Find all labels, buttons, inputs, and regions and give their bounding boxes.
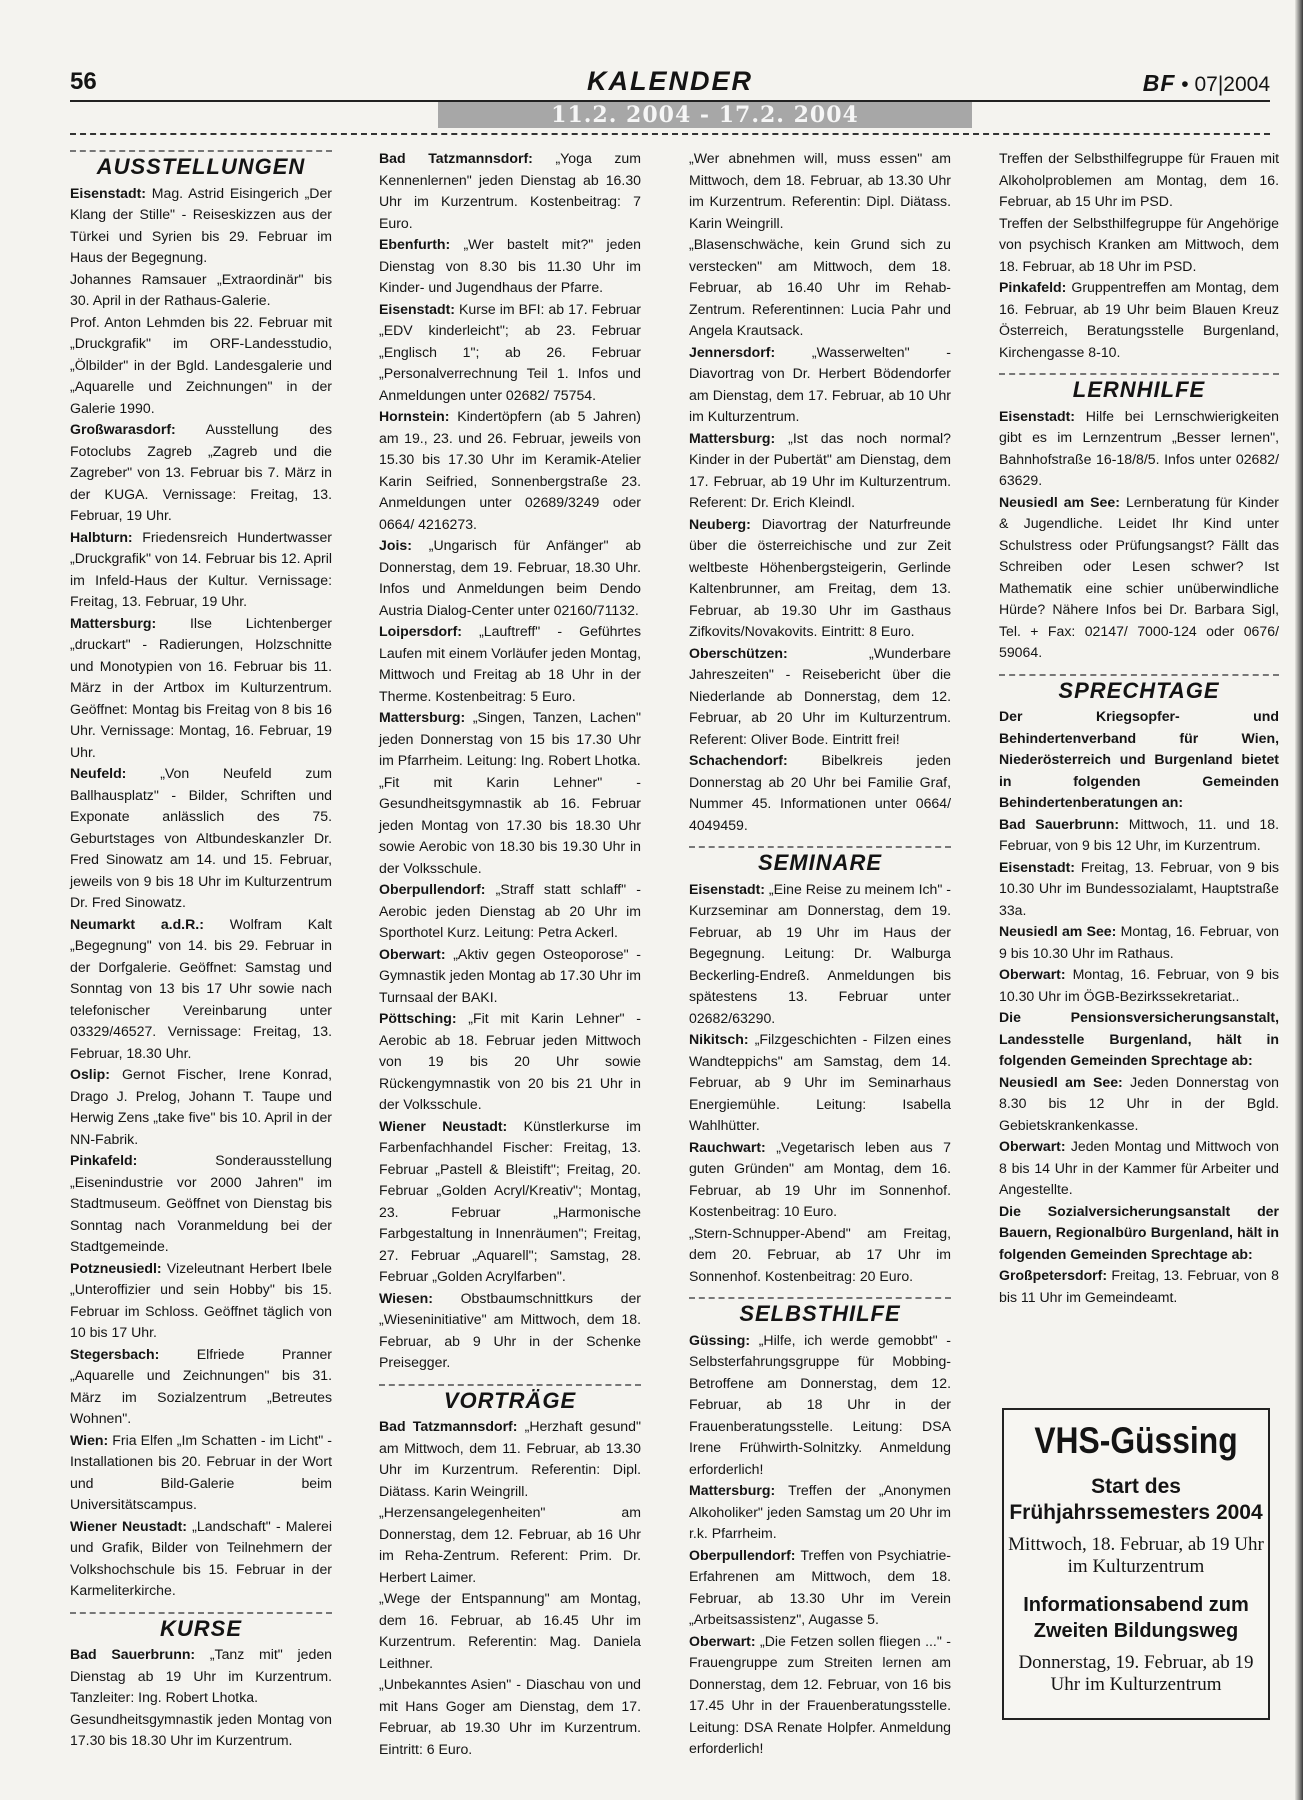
entry-text: „Yoga zum Kennenlernen" jeden Dienstag ab 16.30 Uhr im Kurzentrum. Kostenbeitrag: 7 Euro. (379, 150, 641, 231)
entry-place: Bad Sauerbrunn: (999, 815, 1120, 832)
calendar-entry (379, 1116, 641, 1288)
entry-text: Treffen der „Anonymen Alkoholiker" jeden Samstag um 20 Uhr im r.k. Pfarrheim. (689, 1482, 951, 1541)
calendar-entry (379, 772, 641, 880)
calendar-entry (379, 1288, 641, 1374)
entry-place: Oslip: (70, 1066, 110, 1082)
calendar-entry (70, 1516, 332, 1602)
calendar-entry (70, 914, 332, 1065)
calendar-entry (999, 492, 1279, 664)
entry-text: Freitag, 13. Februar, von 9 bis 10.30 Uhr im Bundessozialamt, Hauptstraße 33a. (999, 858, 1279, 918)
calendar-entry (70, 1344, 332, 1430)
entry-place: Schachendorf: (689, 752, 788, 768)
entry-place: Oberpullendorf: (379, 881, 486, 897)
calendar-entry (689, 428, 951, 514)
entry-text: Prof. Anton Lehmden bis 22. Februar mit „Druckgrafik" im ORF-Landesstudio, „Ölbilder" in der Bgld. Landesgalerie und „Aquarelle und Zeichnungen" in der Galerie 1990. (70, 313, 332, 416)
page-binding-shadow (1295, 0, 1303, 1800)
calendar-entry (70, 613, 332, 764)
entry-text: „Stern-Schnupper-Abend" am Freitag, dem 20. Februar, ab 17 Uhr im Sonnenhof. Kostenbeitrag: 20 Euro. (689, 1224, 951, 1284)
entry-text: Bibelkreis jeden Donnerstag ab 20 Uhr bei Familie Graf, Nummer 45. Informationen unter 0664/ 4049459. (689, 752, 951, 833)
entry-text: Gesundheitsgymnastik jeden Montag von 17.30 bis 18.30 Uhr im Kurzentrum. (70, 1710, 332, 1748)
entry-place: Neumarkt a.d.R.: (70, 915, 204, 932)
entry-text: „Tanz mit" jeden Dienstag ab 19 Uhr im Kurzentrum. Tanzleiter: Ing. Robert Lhotka. (70, 1646, 332, 1705)
entry-place: Eisenstadt: (70, 184, 146, 201)
calendar-entry (379, 406, 641, 535)
calendar-entry (379, 535, 641, 621)
issue-separator: • (1181, 73, 1189, 96)
entry-place: Oberwart: (379, 945, 446, 962)
section-heading (70, 150, 332, 181)
entry-text: „Fit mit Karin Lehner" - Aerobic ab 18. Februar jeden Mittwoch von 19 bis 20 Uhr sowie Rückengymnastik von 20 bis 21 Uhr in der Volksschule. (379, 1010, 641, 1112)
calendar-entry (689, 1223, 951, 1288)
section-heading-text: SPRECHTAGE (1058, 677, 1220, 703)
section-heading (379, 1384, 641, 1415)
entry-text: „Eine Reise zu meinem Ich" - Kurzseminar am Donnerstag, dem 19. Februar, ab 19 Uhr im Haus der Begegnung. Leitung: Dr. Walburga Beckerling-Endreß. Anmeldungen bis spätestens 13. Februar unter 02682/63290. (689, 880, 951, 1026)
calendar-entry (689, 342, 951, 428)
entry-text: Vizeleutnant Herbert Ibele „Unteroffizier und sein Hobby" bis 15. Februar im Schloss. Geöffnet täglich von 10 bis 17 Uhr. (70, 1259, 332, 1340)
entry-text: „Wege der Entspannung" am Montag, dem 16. Februar, ab 16.45 Uhr im Kurzentrum. Referentin: Mag. Daniela Leithner. (379, 1590, 641, 1671)
entry-text: Mag. Astrid Eisingerich „Der Klang der Stille" - Reiseskizzen aus der Türkei und Syrien bis 29. Februar im Haus der Begegnung. (70, 184, 332, 265)
issue-number: 07|2004 (1194, 73, 1270, 96)
section-heading (999, 373, 1279, 404)
entry-place: Nikitsch: (689, 1031, 749, 1047)
calendar-entry (379, 879, 641, 944)
entry-text: Obstbaumschnittkurs der „Wieseninitiative" am Mittwoch, dem 18. Februar, ab 9 Uhr in der Schenke Preisegger. (379, 1289, 641, 1370)
calendar-entry (999, 964, 1279, 1007)
column-2 (379, 148, 642, 1757)
entry-text: Freitag, 13. Februar, von 8 bis 11 Uhr im Gemeindeamt. (999, 1267, 1279, 1305)
entry-text: „Wunderbare Jahreszeiten" - Reisebericht über die Niederlande ab Donnerstag, dem 12. Februar, ab 20 Uhr im Kulturzentrum. Referent: Oliver Bode. Eintritt frei! (689, 644, 951, 747)
section-heading (689, 1297, 951, 1328)
entry-place: Eisenstadt: (999, 858, 1075, 875)
section-heading-text: VORTRÄGE (443, 1387, 577, 1413)
entry-place: Oberwart: (999, 966, 1066, 982)
calendar-entry (379, 707, 641, 772)
section-heading-text: SELBSTHILFE (739, 1301, 901, 1326)
entry-place: Mattersburg: (379, 709, 466, 725)
entry-place: Oberwart: (689, 1632, 756, 1649)
entry-place: Jois: (379, 537, 412, 553)
header-dashed-rule (70, 133, 1270, 135)
vhs-heading-semester: Start des Frühjahrssemesters 2004 (1009, 1475, 1263, 1524)
entry-place: Neuberg: (689, 515, 751, 532)
calendar-entry (689, 148, 951, 234)
calendar-entry (379, 1674, 641, 1760)
entry-place: Rauchwart: (689, 1138, 766, 1155)
entry-place: Jennersdorf: (689, 343, 776, 360)
entry-text: Ausstellung des Fotoclubs Zagreb „Zagreb und die Zagreber" von 13. Februar bis 7. März in der KUGA. Vernissage: Freitag, 13. Februar, 19 Uhr. (70, 421, 332, 523)
entry-text: „Ungarisch für Anfänger" ab Donnerstag, dem 19. Februar, 18.30 Uhr. Infos und Anmeldungen beim Dendo Austria Dialog-Center unter 02160/71132. (379, 537, 641, 618)
calendar-entry (999, 857, 1279, 922)
calendar-entry (689, 1631, 951, 1760)
entry-place: Mattersburg: (689, 429, 776, 446)
calendar-entry (70, 183, 332, 269)
calendar-entry (689, 514, 951, 643)
entry-text: „Lauftreff" - Geführtes Laufen mit einem Vorläufer jeden Montag, Mittwoch und Freitag ab 18 Uhr in der Therme. Kostenbeitrag: 5 Euro. (379, 623, 641, 704)
entry-text: Kindertöpfern (ab 5 Jahren) am 19., 23. und 26. Februar, jeweils von 15.30 bis 17.30 Uhr im Keramik-Atelier Karin Seifried, Sonnenbergstraße 23. Anmeldungen unter 02689/3249 oder 0664/ 4216273. (379, 408, 641, 532)
calendar-entry (70, 527, 332, 613)
calendar-entry (379, 1008, 641, 1116)
issue-label (1143, 70, 1270, 97)
calendar-entry (999, 406, 1279, 492)
entry-place: Bad Sauerbrunn: (70, 1646, 196, 1662)
calendar-entry (999, 921, 1279, 964)
page-header (70, 66, 1270, 100)
entry-text: Gruppentreffen am Montag, dem 16. Februar, ab 19 Uhr beim Blauen Kreuz Österreich, Beratungsstelle Burgenland, Kirchengasse 8-10. (999, 279, 1279, 360)
calendar-entry (70, 1258, 332, 1344)
entry-text: „Unbekanntes Asien" - Diaschau von und mit Hans Goger am Dienstag, dem 17. Februar, ab 19.30 Uhr im Kurzentrum. Eintritt: 6 Euro. (379, 1676, 641, 1757)
section-heading-text: SEMINARE (757, 850, 883, 875)
entry-place: Eisenstadt: (689, 880, 765, 897)
entry-place: Halbturn: (70, 528, 133, 545)
section-heading (70, 1612, 332, 1643)
entry-place: Güssing: (689, 1331, 751, 1348)
calendar-entry (999, 1136, 1279, 1201)
entry-text: Montag, 16. Februar, von 9 bis 10.30 Uhr im ÖGB-Bezirkssekretariat.. (999, 966, 1279, 1004)
calendar-entry (70, 269, 332, 312)
entry-text: „Landschaft" - Malerei und Grafik, Bilder von Teilnehmern der Volkshochschule bis 15. Februar in der Karmeliterkirche. (70, 1517, 332, 1598)
calendar-entry (999, 277, 1279, 363)
vhs-text-info-evening: Donnerstag, 19. Februar, ab 19 Uhr im Kulturzentrum (1018, 1652, 1254, 1695)
entry-place: Eisenstadt: (379, 300, 455, 317)
entry-text: „Herzensangelegenheiten" am Donnerstag, dem 12. Februar, ab 16 Uhr im Reha-Zentrum. Referent: Prim. Dr. Herbert Laimer. (379, 1504, 641, 1585)
entry-place: Stegersbach: (70, 1345, 160, 1362)
entry-text: „Blasenschwäche, kein Grund sich zu verstecken" am Mittwoch, dem 18. Februar, ab 16.40 Uhr im Rehab-Zentrum. Referentinnen: Lucia Pahr und Angela Krautsack. (689, 236, 951, 338)
entry-text: Sonderausstellung „Eisenindustrie vor 2000 Jahren" im Stadtmuseum. Geöffnet von Dienstag bis Sonntag nach Voranmeldung bei der Stadtgemeinde. (70, 1152, 332, 1254)
entry-text: Ilse Lichtenberger „druckart" - Radierungen, Holzschnitte und Monotypien von 16. Februar bis 11. März in der Artbox im Kulturzentrum. Geöffnet: Montag bis Freitag von 8 bis 16 Uhr. Vernissage: Montag, 16. Februar, 19 Uhr. (70, 614, 332, 760)
entry-text: Fria Elfen „Im Schatten - im Licht" - Installationen bis 20. Februar in der Wort und Bild-Galerie beim Universitätscampus. (70, 1431, 332, 1512)
entry-text: „Wer bastelt mit?" jeden Dienstag von 8.30 bis 11.30 Uhr im Kinder- und Jugendhaus der Pfarre. (379, 236, 641, 295)
entry-text: „Von Neufeld zum Ballhausplatz" - Bilder, Schriften und Exponate anlässlich des 75. Geburtstages von Altbundeskanzler Dr. Fred Sinowatz am 14. und 15. Februar, jeweils von 9 bis 18 Uhr im Kulturzentrum Dr. Fred Sinowatz. (70, 765, 332, 910)
calendar-entry (999, 213, 1279, 278)
date-range-band: 11.2. 2004 - 17.2. 2004 (438, 102, 972, 128)
section-heading-text: AUSSTELLUNGEN (96, 154, 306, 179)
entry-place: Potzneusiedl: (70, 1259, 162, 1276)
entry-place: Mattersburg: (70, 614, 157, 631)
vhs-guessing-ad (1002, 1408, 1270, 1720)
column-3 (689, 148, 951, 1756)
announcement-heading: Die Sozialversicherungsanstalt der Bauern, Regionalbüro Burgenland, hält in folgenden Gemeinden Sprechtage ab: (999, 1202, 1279, 1262)
entry-text: „Wer abnehmen will, muss essen" am Mittwoch, dem 18. Februar, ab 13.30 Uhr im Kurzentrum. Referentin: Dipl. Diätass. Karin Weingrill. (689, 150, 951, 231)
entry-text: Lernberatung für Kinder & Jugendliche. Leidet Ihr Kind unter Schulstress oder Prüfungsangst? Fällt das Schreiben oder Lesen schwer? Ist Mathematik eine schier unüberwindliche Hürde? Nähere Infos bei Dr. Barbara Sigl, Tel. + Fax: 02147/ 7000-124 oder 0676/ 59064. (999, 493, 1279, 660)
entry-text: Treffen der Selbsthilfegruppe für Angehörige von psychisch Kranken am Mittwoch, dem 18. Februar, ab 18 Uhr im PSD. (999, 214, 1279, 274)
calendar-entry (999, 1072, 1279, 1137)
entry-place: Pinkafeld: (999, 279, 1067, 295)
calendar-entry (999, 1265, 1279, 1308)
entry-place: Hornstein: (379, 408, 450, 424)
calendar-entry (379, 299, 641, 407)
entry-place: Bad Tatzmannsdorf: (379, 1418, 518, 1434)
entry-place: Neusiedl am See: (999, 493, 1120, 510)
calendar-entry (70, 1644, 332, 1709)
entry-text: Hilfe bei Lernschwierigkeiten gibt es im Lernzentrum „Besser lernen", Bahnhofstraße 16-18/8/5. Infos unter 02682/ 63629. (999, 407, 1279, 488)
announcement-heading: Der Kriegsopfer- und Behindertenverband für Wien, Niederösterreich und Burgenland bietet in folgenden Gemeinden Behindertenberatungen an: (999, 708, 1279, 810)
entry-text: „Herzhaft gesund" am Mittwoch, dem 11. Februar, ab 13.30 Uhr im Kurzentrum. Referentin: Dipl. Diätass. Karin Weingrill. (379, 1418, 641, 1499)
entry-text: Friedensreich Hundertwasser „Druckgrafik" von 14. Februar bis 12. April im Infeld-Haus der Kultur. Vernissage: Freitag, 13. Februar, 19 Uhr. (70, 528, 332, 609)
entry-place: Wiesen: (379, 1289, 433, 1306)
calendar-entry (689, 1137, 951, 1223)
calendar-entry (689, 1545, 951, 1631)
calendar-entry (689, 750, 951, 836)
entry-text: Treffen von Psychiatrie-Erfahrenen am Mittwoch, dem 18. Februar, ab 13.30 Uhr im Verein „Arbeitsassistenz", Augasse 5. (689, 1546, 951, 1627)
entry-text: Diavortrag der Naturfreunde über die österreichische und zur Zeit weltbeste Höhenbergsteigerin, Gerlinde Kaltenbrunner, am Freitag, dem 13. Februar, ab 19.30 Uhr im Gasthaus Zifkovits/Novakovits. Eintritt: 8 Euro. (689, 515, 951, 639)
calendar-entry (70, 312, 332, 420)
entry-place: Großwarasdorf: (70, 421, 176, 437)
entry-text: „Ist das noch normal? Kinder in der Pubertät" am Dienstag, dem 17. Februar, ab 19 Uhr im Kulturzentrum. Referent: Dr. Erich Kleindl. (689, 429, 951, 510)
entry-text: Jeden Montag und Mittwoch von 8 bis 14 Uhr in der Kammer für Arbeiter und Angestellte. (999, 1138, 1279, 1197)
calendar-entry (70, 1064, 332, 1150)
entry-text: Gernot Fischer, Irene Konrad, Drago J. Prelog, Johann T. Taupe und Herwig Zens „take five" bis 10. April in der NN-Fabrik. (70, 1066, 332, 1147)
entry-text: „Filzgeschichten - Filzen eines Wandteppichs" am Samstag, dem 14. Februar, ab 9 Uhr im Seminarhaus Energiemühle. Leitung: Isabella Wahlhütter. (689, 1031, 951, 1133)
entry-place: Oberschützen: (689, 644, 788, 661)
section-heading (689, 846, 951, 877)
entry-text: Wolfram Kalt „Begegnung" von 14. bis 29. Februar in der Dorfgalerie. Geöffnet: Samstag und Sonntag von 13 bis 17 Uhr sowie nach telefonischer Vereinbarung unter 03329/46527. Vernissage: Freitag, 13. Februar, 18.30 Uhr. (70, 915, 332, 1061)
calendar-entry (689, 1480, 951, 1545)
entry-text: „Aktiv gegen Osteoporose" - Gymnastik jeden Montag ab 17.30 Uhr im Turnsaal der BAKI. (379, 945, 641, 1005)
calendar-entry (379, 1588, 641, 1674)
entry-place: Wiener Neustadt: (70, 1517, 187, 1534)
entry-place: Bad Tatzmannsdorf: (379, 150, 533, 166)
entry-place: Wien: (70, 1431, 109, 1448)
calendar-entry (379, 1502, 641, 1588)
calendar-entry (70, 763, 332, 914)
vhs-heading-info-evening: Informationsabend zum Zweiten Bildungsweg (1023, 1594, 1249, 1642)
entry-place: Wiener Neustadt: (379, 1117, 508, 1134)
entry-text: „Straff statt schlaff" - Aerobic jeden Dienstag ab 20 Uhr im Sporthotel Kurz. Leitung: Petra Ackerl. (379, 881, 642, 940)
page-number: 56 (70, 68, 97, 95)
entry-text: „Fit mit Karin Lehner" - Gesundheitsgymnastik ab 16. Februar jeden Montag von 17.30 bis 18.30 Uhr sowie Aerobic von 18.30 bis 19.30 Uhr in der Volksschule. (379, 773, 641, 876)
entry-place: Pinkafeld: (70, 1152, 138, 1168)
announcement-heading: Die Pensionsversicherungsanstalt, Landesstelle Burgenland, hält in folgenden Gemeinden Sprechtage ab: (999, 1009, 1279, 1068)
entry-text: Künstlerkurse im Farbenfachhandel Fischer: Freitag, 13. Februar „Pastell & Bleistift"; Freitag, 20. Februar „Golden Acryl/Kreativ"; Montag, 23. Februar „Harmonische Farbgestaltung in Innenräumen"; Freitag, 27. Februar „Aquarell"; Samstag, 28. Februar „Golden Acrylfarben". (379, 1117, 642, 1284)
section-title: KALENDER (586, 66, 753, 96)
calendar-entry (70, 1709, 332, 1752)
entry-place: Ebenfurth: (379, 236, 451, 252)
entry-text: Jeden Donnerstag von 8.30 bis 12 Uhr in der Bgld. Gebietskrankenkasse. (999, 1073, 1280, 1133)
entry-place: Eisenstadt: (999, 407, 1075, 424)
entry-text: Johannes Ramsauer „Extraordinär" bis 30. April in der Rathaus-Galerie. (70, 270, 332, 308)
calendar-entry (379, 944, 641, 1009)
section-heading-text: KURSE (159, 1615, 242, 1641)
entry-text: Montag, 16. Februar, von 9 bis 10.30 Uhr im Rathaus. (999, 923, 1279, 961)
calendar-entry (689, 1330, 951, 1481)
calendar-entry (379, 621, 641, 707)
calendar-entry (689, 234, 951, 342)
entry-place: Loipersdorf: (379, 623, 462, 639)
calendar-entry (689, 879, 951, 1030)
entry-text: „Die Fetzen sollen fliegen ..." - Frauengruppe zum Streiten lernen am Donnerstag, dem 12. Februar, von 16 bis 17.45 Uhr in der Frauenberatungsstelle. Leitung: DSA Renate Holpfer. Anmeldung erforderlich! (689, 1632, 951, 1756)
section-heading-text: LERNHILFE (1072, 377, 1206, 402)
calendar-entry (999, 814, 1279, 857)
entry-text: Kurse im BFI: ab 17. Februar „EDV kinderleicht"; ab 23. Februar „Englisch 1"; ab 26. Februar „Personalverrechnung Teil 1. Infos und Anmeldungen unter 02682/ 75754. (379, 300, 641, 403)
calendar-entry (70, 1150, 332, 1258)
calendar-entry (689, 643, 951, 751)
section-heading (999, 674, 1279, 705)
entry-place: Mattersburg: (689, 1482, 776, 1498)
entry-text: „Hilfe, ich werde gemobbt" - Selbsterfahrungsgruppe für Mobbing-Betroffene am Donnerstag, dem 12. Februar, ab 18 Uhr in der Frauenberatungsstelle. Leitung: DSA Irene Frühwirth-Solnitzky. Anmeldung erforderlich! (689, 1331, 951, 1477)
issue-brand: BF (1142, 70, 1176, 96)
entry-place: Oberpullendorf: (689, 1546, 796, 1563)
entry-text: „Singen, Tanzen, Lachen" jeden Donnerstag von 15 bis 17.30 Uhr im Pfarrheim. Leitung: Ing. Robert Lhotka. (379, 709, 641, 768)
entry-text: Mittwoch, 11. und 18. Februar, von 9 bis 12 Uhr, im Kurzentrum. (999, 815, 1279, 853)
entry-place: Neufeld: (70, 765, 127, 781)
calendar-entry (70, 419, 332, 527)
calendar-entry (70, 1430, 332, 1516)
column-1 (70, 148, 332, 1748)
entry-place: Neusiedl am See: (999, 1073, 1123, 1090)
entry-place: Pöttsching: (379, 1010, 457, 1026)
calendar-entry (379, 1416, 641, 1502)
entry-text: Elfriede Pranner „Aquarelle und Zeichnungen" bis 31. März im Sozialzentrum „Betreutes Wohnen". (70, 1345, 332, 1426)
entry-text: Treffen der Selbsthilfegruppe für Frauen mit Alkoholproblemen am Montag, dem 16. Februar, ab 15 Uhr im PSD. (999, 150, 1279, 209)
vhs-title: VHS-Güssing (1034, 1420, 1238, 1461)
entry-place: Neusiedl am See: (999, 923, 1117, 939)
entry-text: „Wasserwelten" - Diavortrag von Dr. Herbert Bödendorfer am Dienstag, dem 17. Februar, ab 10 Uhr im Kulturzentrum. (689, 343, 951, 424)
entry-text: „Vegetarisch leben aus 7 guten Gründen" am Montag, dem 16. Februar, ab 19 Uhr im Sonnenhof. Kostenbeitrag: 10 Euro. (689, 1138, 951, 1219)
entry-place: Oberwart: (999, 1138, 1066, 1154)
calendar-entry (689, 1029, 951, 1137)
vhs-text-semester: Mittwoch, 18. Februar, ab 19 Uhr im Kulturzentrum (1008, 1534, 1264, 1577)
entry-place: Großpetersdorf: (999, 1267, 1108, 1283)
calendar-entry (999, 148, 1279, 213)
calendar-entry (379, 234, 641, 299)
calendar-entry (379, 148, 641, 234)
